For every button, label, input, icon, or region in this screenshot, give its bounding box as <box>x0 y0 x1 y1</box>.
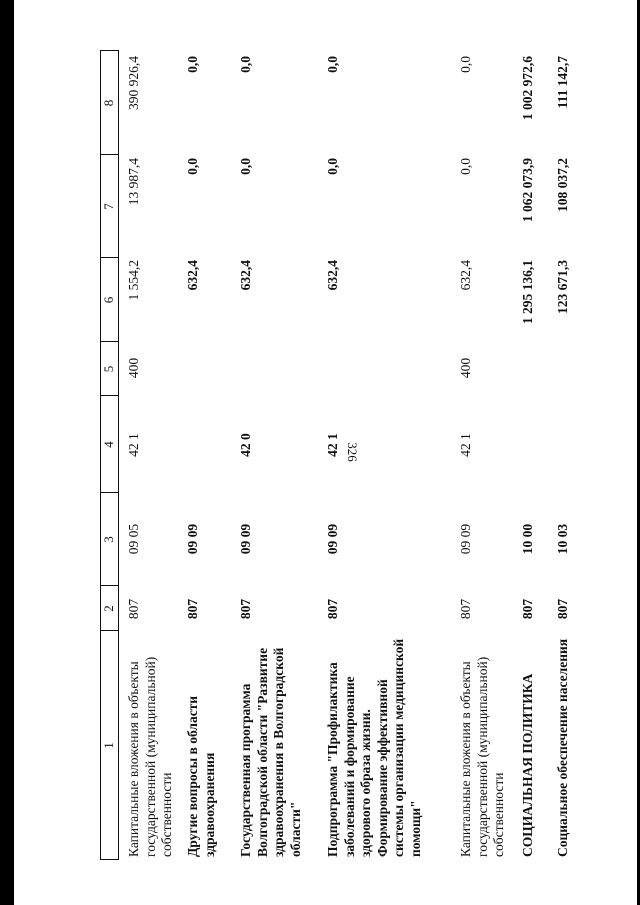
cell-amount: 0,0 <box>458 158 473 175</box>
row-description: Государственная программа Волгоградской области "Развитие здравоохранения в Волгоградской области" <box>238 647 303 857</box>
cell-code: 807 <box>185 598 200 620</box>
cell-section: 10 03 <box>555 523 570 555</box>
cell-amount: 123 671,3 <box>555 260 570 314</box>
row-description: Другие вопросы в области здравоохранения <box>185 695 217 857</box>
cell-amount: 1 002 972,6 <box>520 56 535 121</box>
cell-amount: 0,0 <box>325 158 340 175</box>
cell-amount: 632,4 <box>325 260 340 291</box>
cell-expense-type: 400 <box>126 357 141 379</box>
cell-amount: 0,0 <box>185 158 200 175</box>
cell-section: 09 05 <box>126 523 141 555</box>
cell-code: 807 <box>458 598 473 620</box>
cell-amount: 0,0 <box>238 56 253 73</box>
column-header-5: 5 <box>101 365 116 373</box>
page-number: 326 <box>345 442 360 462</box>
cell-section: 09 09 <box>458 523 473 555</box>
cell-expense-type: 400 <box>458 357 473 379</box>
column-header-8: 8 <box>101 99 116 107</box>
cell-amount: 111 142,7 <box>555 56 570 109</box>
cell-amount: 13 987,4 <box>126 158 141 206</box>
column-header-4: 4 <box>101 441 116 448</box>
column-header-1: 1 <box>101 742 116 749</box>
column-header-7: 7 <box>101 203 116 210</box>
cell-code: 807 <box>238 598 253 620</box>
header-bottom-border <box>118 50 119 860</box>
cell-section: 10 00 <box>520 523 535 555</box>
row-description: Подпрограмма "Профилактика заболеваний и формирование здорового образа жизни. Формирование эффективной системы организации медицинской помощи" <box>325 638 423 857</box>
cell-amount: 632,4 <box>458 260 473 291</box>
cell-program: 42 1 <box>126 433 141 457</box>
cell-code: 807 <box>126 598 141 620</box>
cell-amount: 0,0 <box>238 158 253 175</box>
cell-amount: 0,0 <box>458 56 473 73</box>
cell-section: 09 09 <box>185 523 200 555</box>
row-description: Капитальные вложения в объекты государственной (муниципальной) собственности <box>458 656 506 857</box>
cell-amount: 1 295 136,1 <box>520 260 535 325</box>
column-header-2: 2 <box>101 605 116 612</box>
row-description: СОЦИАЛЬНАЯ ПОЛИТИКА <box>520 673 535 857</box>
cell-program: 42 1 <box>325 433 340 457</box>
header-top-border <box>100 50 101 860</box>
cell-section: 09 09 <box>325 523 340 555</box>
cell-program: 42 0 <box>238 433 253 457</box>
cell-amount: 1 062 073,9 <box>520 158 535 223</box>
column-header-6: 6 <box>101 296 116 304</box>
cell-amount: 0,0 <box>325 56 340 73</box>
column-header-3: 3 <box>101 536 116 543</box>
cell-amount: 632,4 <box>185 260 200 291</box>
cell-code: 807 <box>325 598 340 620</box>
row-description: Капитальные вложения в объекты государственной (муниципальной) собственности <box>126 656 174 857</box>
cell-code: 807 <box>555 598 570 620</box>
row-description: Социальное обеспечение населения <box>555 638 570 857</box>
cell-amount: 1 554,2 <box>126 260 141 301</box>
cell-code: 807 <box>520 598 535 620</box>
budget-table <box>100 50 602 860</box>
cell-section: 09 09 <box>238 523 253 555</box>
cell-amount: 0,0 <box>185 56 200 73</box>
cell-amount: 108 037,2 <box>555 158 570 212</box>
cell-amount: 632,4 <box>238 260 253 291</box>
scan-edge-left <box>0 0 14 905</box>
cell-program: 42 1 <box>458 433 473 457</box>
cell-amount: 390 926,4 <box>126 56 141 110</box>
